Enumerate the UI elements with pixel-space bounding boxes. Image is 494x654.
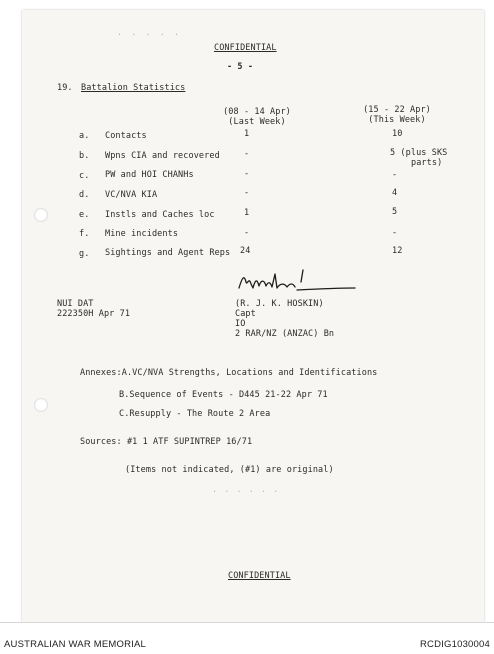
signatory-name: (R. J. K. HOSKIN) <box>235 299 324 309</box>
signatory-appointment: IO <box>235 319 246 329</box>
section-title: Battalion Statistics <box>81 83 186 93</box>
bleedthrough-text: . . . . . . <box>212 485 280 495</box>
signatory-rank: Capt <box>235 309 256 319</box>
row-letter: g. <box>79 249 90 259</box>
row-label: PW and HOI CHANHs <box>105 170 194 180</box>
classification-footer: CONFIDENTIAL <box>228 571 291 581</box>
origin-place: NUI DAT <box>57 299 94 309</box>
archive-name: AUSTRALIAN WAR MEMORIAL <box>4 639 147 650</box>
bleedthrough-text: . . . . . <box>117 28 182 38</box>
archive-record-id: RCDIG1030004 <box>420 639 490 650</box>
row-letter: a. <box>79 131 90 141</box>
row-label: VC/NVA KIA <box>105 190 158 200</box>
row-letter: d. <box>79 190 90 200</box>
signatory-unit: 2 RAR/NZ (ANZAC) Bn <box>235 329 335 339</box>
page-number: - 5 - <box>227 62 254 72</box>
last-week-label: (Last Week) <box>228 117 286 127</box>
section-number: 19. <box>57 83 73 93</box>
row-this-week-cont: parts) <box>411 158 443 168</box>
row-label: Contacts <box>105 131 147 141</box>
row-letter: c. <box>79 171 90 181</box>
row-label: Instls and Caches loc <box>105 210 215 220</box>
origin-dtg: 222350H Apr 71 <box>57 309 131 319</box>
punch-hole <box>34 208 48 222</box>
row-label: Sightings and Agent Reps <box>105 248 231 258</box>
row-letter: b. <box>79 151 90 161</box>
handwritten-signature <box>237 268 357 294</box>
row-last-week: - <box>244 188 250 198</box>
sources-line: Sources: #1 1 ATF SUPINTREP 16/71 <box>80 437 253 447</box>
row-last-week: 24 <box>240 246 251 256</box>
last-week-dates: (08 - 14 Apr) <box>223 107 291 117</box>
annex-b: B.Sequence of Events - D445 21-22 Apr 71 <box>119 390 328 400</box>
items-note: (Items not indicated, (#1) are original) <box>125 465 334 475</box>
annex-c: C.Resupply - The Route 2 Area <box>119 409 271 419</box>
classification-header: CONFIDENTIAL <box>214 43 277 53</box>
row-this-week: 4 <box>392 188 398 198</box>
row-last-week: - <box>244 228 250 238</box>
row-label: Wpns CIA and recovered <box>105 151 220 161</box>
row-this-week: 12 <box>392 246 403 256</box>
punch-hole <box>34 398 48 412</box>
annex-a: Annexes:A.VC/NVA Strengths, Locations and Identifications <box>80 368 378 378</box>
row-letter: f. <box>79 229 90 239</box>
row-letter: e. <box>79 210 90 220</box>
row-last-week: 1 <box>244 208 250 218</box>
row-this-week: - <box>392 228 398 238</box>
row-this-week: - <box>392 170 398 180</box>
row-last-week: 1 <box>244 129 250 139</box>
this-week-label: (This Week) <box>368 115 426 125</box>
row-last-week: - <box>244 169 250 179</box>
row-this-week: 10 <box>392 129 403 139</box>
document-page <box>22 10 484 622</box>
row-this-week: 5 <box>392 207 398 217</box>
this-week-dates: (15 - 22 Apr) <box>363 105 431 115</box>
archive-footer <box>0 622 494 654</box>
row-last-week: - <box>244 149 250 159</box>
row-label: Mine incidents <box>105 229 179 239</box>
row-this-week: 5 (plus SKS <box>390 148 448 158</box>
